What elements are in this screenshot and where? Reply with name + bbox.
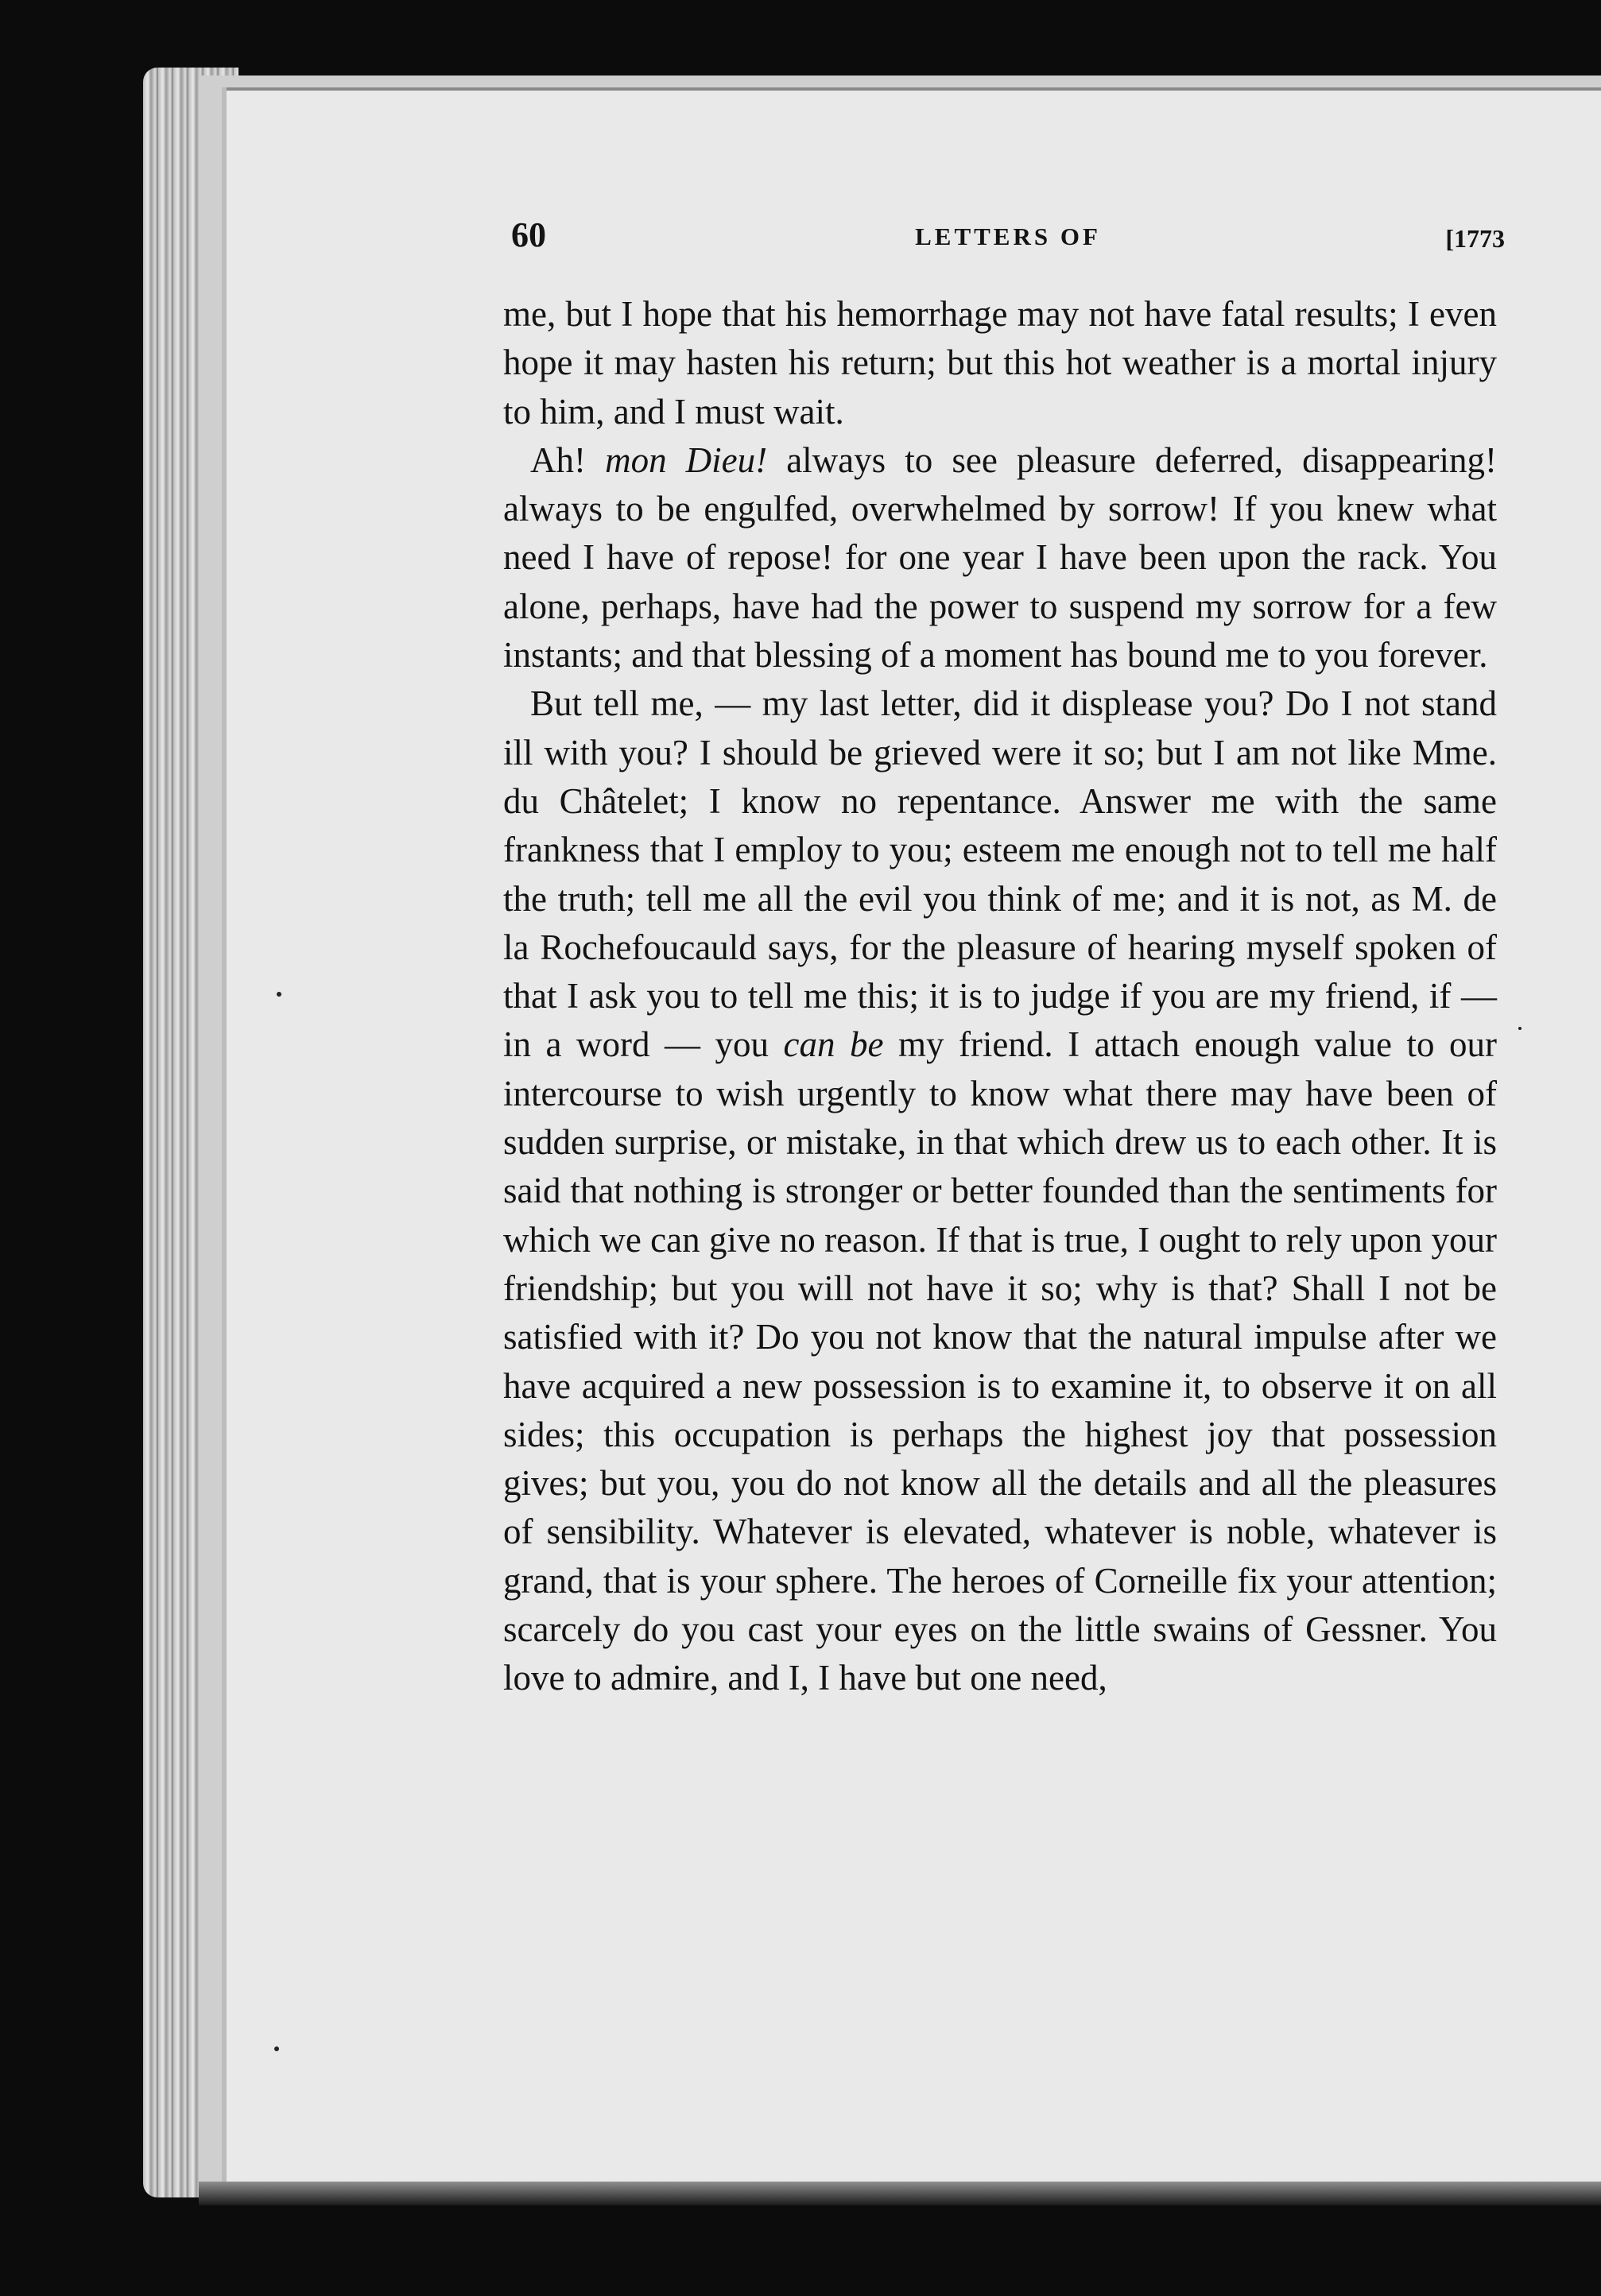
page-header — [511, 215, 1505, 262]
page-number: 60 — [511, 215, 546, 254]
body-text — [503, 290, 1497, 1703]
paragraph-1 — [503, 290, 1497, 436]
ink-speck — [274, 2046, 279, 2051]
paragraph-2-text: always to see pleasure deferred, disappearing! always to be engulfed, overwhelmed by sorrow! If you knew what need I have of repose! for one year I have been upon the rack. You alone, perhaps, have had the power to suspend my sorrow for a few instants; and that blessing of a moment has bound me to you forever. — [503, 439, 1498, 676]
paragraph-3-emphasis: can be — [783, 1024, 884, 1065]
paragraph-2 — [503, 436, 1497, 680]
ink-speck — [277, 992, 281, 997]
paragraph-2-emphasis: mon Dieu! — [605, 439, 768, 480]
paragraph-2-lead: Ah! — [530, 439, 606, 480]
paragraph-3 — [503, 680, 1497, 1702]
paragraph-3-tail: my friend. I attach enough value to our intercourse to wish urgently to know what there may have been of sudden surprise, or mistake, in that which drew us to each other. It is said that nothing is stronger or better founded than the sentiments for which we can give no reason. If that is true, I ought to rely upon your friendship; but you will not have it so; why is that? Shall I not be satisfied with it? Do you not know that the natural impulse after we have acquired a new possession is to examine it, to observe it on all sides; this occupation is perhaps the highest joy that possession gives; but you, you do not know all the details and all the pleasures of sensibility. Whatever is elevated, whatever is noble, whatever is grand, that is your sphere. The heroes of Corneille fix your attention; scarcely do you cast your eyes on the little swains of Gessner. You love to admire, and I, I have but one need, — [503, 1024, 1497, 1698]
ink-speck — [1518, 1027, 1522, 1030]
year-mark: [1773 — [1445, 224, 1505, 253]
running-title: LETTERS OF — [915, 223, 1101, 250]
paragraph-1-text: me, but I hope that his hemorrhage may not have fatal results; I even hope it may hasten his return; but this hot weather is a mortal injury to him, and I must wait. — [503, 294, 1497, 432]
page-bottom-shadow — [199, 2182, 1601, 2205]
paragraph-3-text: But tell me, — my last letter, did it displease you? Do I not stand ill with you? I should be grieved were it so; but I am not like Mme. du Châtelet; I know no repentance. Answer me with the same frankness that I employ to you; esteem me enough not to tell me half the truth; tell me all the evil you think of me; and it is not, as M. de la Rochefoucauld says, for the pleasure of hearing myself spoken of that I ask you to tell me this; it is to judge if you are my friend, if —in a word — you — [503, 683, 1497, 1065]
